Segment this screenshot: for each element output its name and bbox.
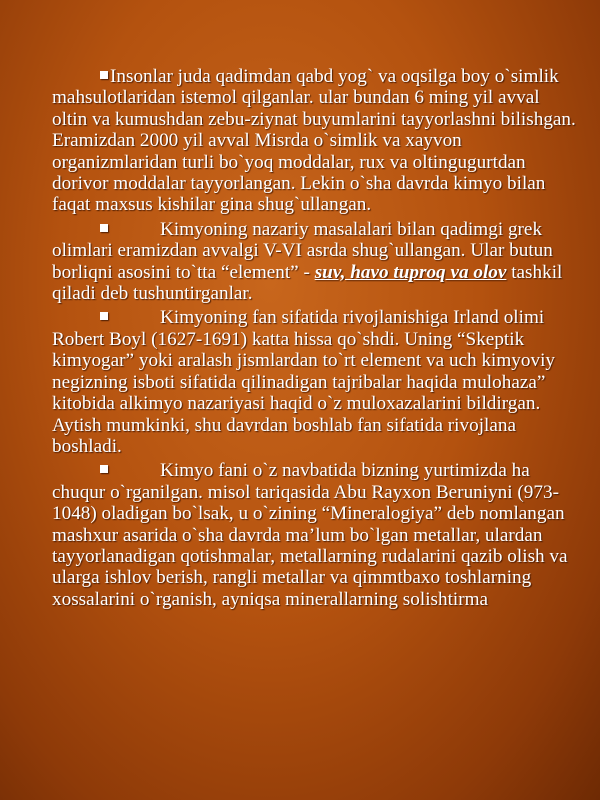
paragraph-3-text: Kimyoning fan sifatida rivojlanishiga Irland olimi Robert Boyl (1627-1691) katta hissa qo`shdi. Uning “Skeptik kimyogar” yoki aralash jismlardan to`rt element va uch kimyoviy negizning isboti sifatida qilinadigan tajribalar haqida mulohaza” kitobida alkimyo nazariyasi haqid o`z muloxazalarini bildirgan. Aytish mumkinki, shu davrdan boshlab fan sifatida rivojlana boshladi. xyxy=(52,307,555,457)
paragraph-4-text: Kimyo fani o`z navbatida bizning yurtimizda ha chuqur o`rganilgan. misol tariqasida Abu Rayxon Beruniyni (973-1048) oladigan bo`lsak, u o`zining “Mineralogiya” deb nomlangan mashxur asarida o`sha davrda ma’lum bo`lgan metallar, ulardan tayyorlanadigan qotishmalar, metallarning rudalarini qazib olish va ularga ishlov berish, rangli metallar va qimmtbaxo toshlarning xossalarini o`rganish, ayniqsa minerallarning solishtirma xyxy=(52,460,568,610)
paragraph-1-text: Insonlar juda qadimdan qabd yog` va oqsilga boy o`simlik mahsulotlaridan istemol qilganlar. ular bundan 6 ming yil avval oltin va kumushdan zebu-ziynat buyumlarini tayyorlashni bilishgan. Eramizdan 2000 yil avval Misrda o`simlik va xayvon organizmlaridan turli bo`yoq moddalar, rux va oltingugurtdan dorivor moddalar tayyorlangan. Lekin o`sha davrda kimyo bilan faqat maxsus kishilar gina shug`ullangan. xyxy=(52,66,576,216)
paragraph-1 xyxy=(52,66,576,216)
paragraph-2-text-after: tashkil qiladi deb tushuntirganlar. xyxy=(52,261,563,305)
square-bullet-icon xyxy=(100,224,108,232)
paragraph-2-text-before: Kimyoning nazariy masalalari bilan qadimgi grek olimlari eramizdan avvalgi V-VI asrda shug`ullangan. Ular butun borliqni asosini to`tta “element” - xyxy=(52,218,553,283)
square-bullet-icon xyxy=(100,312,108,320)
square-bullet-icon xyxy=(100,465,108,473)
square-bullet-icon xyxy=(100,71,108,79)
paragraph-2 xyxy=(52,219,576,305)
paragraph-4 xyxy=(52,460,576,610)
paragraph-2-emphasis: suv, havo tuproq va olov xyxy=(314,261,507,283)
paragraph-3 xyxy=(52,307,576,457)
slide-text-body xyxy=(52,66,576,613)
